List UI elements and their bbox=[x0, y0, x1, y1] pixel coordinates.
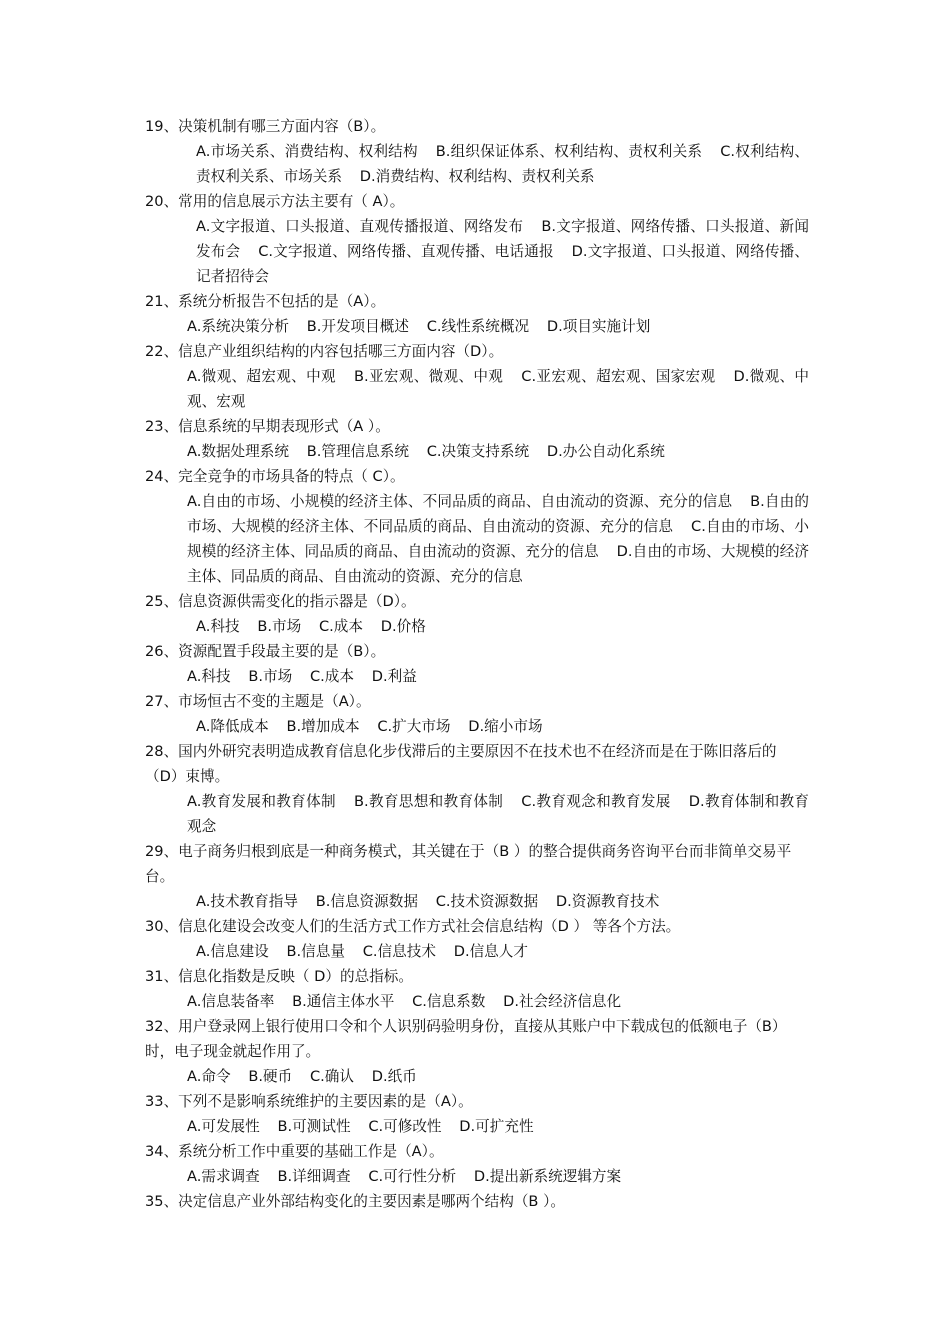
answer-option: D.缩小市场 bbox=[468, 718, 543, 735]
answer-options bbox=[145, 214, 809, 289]
answer-option: B.信息量 bbox=[286, 943, 345, 960]
question-text: 28、国内外研究表明造成教育信息化步伐滞后的主要原因不在技术也不在经济而是在于陈旧落后的（D）束博。 bbox=[145, 743, 777, 785]
answer-option: D.可扩充性 bbox=[459, 1118, 534, 1135]
answer-option: D.社会经济信息化 bbox=[503, 993, 622, 1010]
answer-option: A.可发展性 bbox=[187, 1118, 260, 1135]
answer-option: B.详细调查 bbox=[277, 1168, 351, 1185]
question-35 bbox=[145, 1189, 809, 1214]
question-text: 26、资源配置手段最主要的是（B）。 bbox=[145, 643, 386, 660]
question-30 bbox=[145, 914, 809, 964]
question-text: 29、电子商务归根到底是一种商务模式，其关键在于（B ）的整合提供商务咨询平台而非简单交易平台。 bbox=[145, 843, 792, 885]
question-text: 24、完全竞争的市场具备的特点（ C）。 bbox=[145, 468, 405, 485]
answer-option: C.线性系统概况 bbox=[426, 318, 530, 335]
answer-options bbox=[145, 364, 809, 414]
answer-option: D.价格 bbox=[380, 618, 426, 635]
question-21 bbox=[145, 289, 809, 339]
answer-option: C.文字报道、网络传播、直观传播、电话通报 bbox=[258, 243, 554, 260]
answer-option: D.消费结构、权利结构、责权利关系 bbox=[359, 168, 595, 185]
answer-option: B.自由的市场、大规模的经济主体、不同品质的商品、自由流动的资源、充分的信息 bbox=[187, 493, 810, 535]
answer-option: A.系统决策分析 bbox=[187, 318, 289, 335]
question-22 bbox=[145, 339, 809, 414]
answer-option: C.可行性分析 bbox=[368, 1168, 457, 1185]
question-34 bbox=[145, 1139, 809, 1189]
answer-option: A.市场关系、消费结构、权利结构 bbox=[196, 143, 418, 160]
answer-option: A.科技 bbox=[187, 668, 231, 685]
question-text: 21、系统分析报告不包括的是（A）。 bbox=[145, 293, 386, 310]
answer-option: B.亚宏观、微观、中观 bbox=[354, 368, 504, 385]
answer-options bbox=[145, 714, 809, 739]
answer-options bbox=[145, 789, 809, 839]
answer-option: A.降低成本 bbox=[196, 718, 269, 735]
answer-option: D.自由的市场、大规模的经济主体、同品质的商品、自由流动的资源、充分的信息 bbox=[187, 543, 809, 585]
answer-option: C.技术资源数据 bbox=[435, 893, 539, 910]
answer-option: C.教育观念和教育发展 bbox=[521, 793, 671, 810]
question-text: 35、决定信息产业外部结构变化的主要因素是哪两个结构（B ）。 bbox=[145, 1193, 565, 1210]
answer-options bbox=[145, 1114, 809, 1139]
answer-option: C.扩大市场 bbox=[377, 718, 451, 735]
question-27 bbox=[145, 689, 809, 739]
question-text: 30、信息化建设会改变人们的生活方式工作方式社会信息结构（D ） 等各个方法。 bbox=[145, 918, 681, 935]
answer-option: B.增加成本 bbox=[286, 718, 360, 735]
answer-option: D.教育体制和教育观念 bbox=[187, 793, 810, 835]
question-text: 34、系统分析工作中重要的基础工作是（A）。 bbox=[145, 1143, 444, 1160]
answer-options bbox=[145, 989, 809, 1014]
answer-option: A.信息装备率 bbox=[187, 993, 275, 1010]
answer-options bbox=[145, 439, 809, 464]
answer-option: C.权利结构、责权利关系、市场关系 bbox=[196, 143, 810, 185]
answer-option: D.资源教育技术 bbox=[555, 893, 660, 910]
answer-option: A.文字报道、口头报道、直观传播报道、网络发布 bbox=[196, 218, 524, 235]
answer-option: C.信息技术 bbox=[362, 943, 436, 960]
answer-options bbox=[145, 489, 809, 589]
question-text: 27、市场恒古不变的主题是（A）。 bbox=[145, 693, 371, 710]
answer-option: A.教育发展和教育体制 bbox=[187, 793, 336, 810]
answer-option: C.可修改性 bbox=[368, 1118, 442, 1135]
question-text: 32、用户登录网上银行使用口令和个人识别码验明身份，直接从其账户中下载成包的低额电子（B）时，电子现金就起作用了。 bbox=[145, 1018, 787, 1060]
answer-option: D.纸币 bbox=[371, 1068, 417, 1085]
answer-option: A.需求调查 bbox=[187, 1168, 260, 1185]
answer-option: D.项目实施计划 bbox=[546, 318, 651, 335]
answer-option: C.亚宏观、超宏观、国家宏观 bbox=[521, 368, 716, 385]
question-text: 20、常用的信息展示方法主要有（ A）。 bbox=[145, 193, 405, 210]
question-19 bbox=[145, 114, 809, 189]
answer-option: B.市场 bbox=[248, 668, 293, 685]
question-23 bbox=[145, 414, 809, 464]
answer-option: B.市场 bbox=[257, 618, 302, 635]
answer-option: C.确认 bbox=[309, 1068, 354, 1085]
question-text: 25、信息资源供需变化的指示器是（D）。 bbox=[145, 593, 416, 610]
question-33 bbox=[145, 1089, 809, 1139]
question-text: 31、信息化指数是反映（ D）的总指标。 bbox=[145, 968, 413, 985]
question-20 bbox=[145, 189, 809, 289]
answer-options bbox=[145, 939, 809, 964]
question-24 bbox=[145, 464, 809, 589]
answer-option: B.文字报道、网络传播、口头报道、新闻发布会 bbox=[196, 218, 810, 260]
answer-option: A.科技 bbox=[196, 618, 240, 635]
question-text: 19、决策机制有哪三方面内容（B）。 bbox=[145, 118, 386, 135]
answer-option: A.技术教育指导 bbox=[196, 893, 298, 910]
answer-option: C.决策支持系统 bbox=[426, 443, 530, 460]
answer-option: D.提出新系统逻辑方案 bbox=[473, 1168, 622, 1185]
answer-option: A.自由的市场、小规模的经济主体、不同品质的商品、自由流动的资源、充分的信息 bbox=[187, 493, 733, 510]
question-text: 33、下列不是影响系统维护的主要因素的是（A）。 bbox=[145, 1093, 473, 1110]
answer-options bbox=[145, 1064, 809, 1089]
answer-option: D.信息人才 bbox=[453, 943, 528, 960]
answer-option: C.自由的市场、小规模的经济主体、同品质的商品、自由流动的资源、充分的信息 bbox=[187, 518, 809, 560]
answer-options bbox=[145, 1164, 809, 1189]
question-28 bbox=[145, 739, 809, 839]
answer-options bbox=[145, 664, 809, 689]
answer-option: D.利益 bbox=[371, 668, 417, 685]
answer-option: B.组织保证体系、权利结构、责权利关系 bbox=[435, 143, 703, 160]
answer-option: B.可测试性 bbox=[277, 1118, 351, 1135]
question-32 bbox=[145, 1014, 809, 1089]
answer-option: C.信息系数 bbox=[412, 993, 486, 1010]
answer-option: B.通信主体水平 bbox=[292, 993, 395, 1010]
answer-option: C.成本 bbox=[309, 668, 354, 685]
answer-option: A.信息建设 bbox=[196, 943, 269, 960]
answer-option: A.命令 bbox=[187, 1068, 231, 1085]
answer-option: D.办公自动化系统 bbox=[546, 443, 665, 460]
answer-options bbox=[145, 614, 809, 639]
answer-options bbox=[145, 314, 809, 339]
answer-option: A.数据处理系统 bbox=[187, 443, 289, 460]
document-page bbox=[145, 114, 809, 1214]
answer-option: B.管理信息系统 bbox=[306, 443, 409, 460]
answer-option: B.信息资源数据 bbox=[315, 893, 418, 910]
answer-option: D.微观、中观、宏观 bbox=[187, 368, 810, 410]
question-text: 22、信息产业组织结构的内容包括哪三方面内容（D）。 bbox=[145, 343, 504, 360]
answer-option: A.微观、超宏观、中观 bbox=[187, 368, 336, 385]
answer-option: B.开发项目概述 bbox=[306, 318, 409, 335]
question-25 bbox=[145, 589, 809, 639]
question-text: 23、信息系统的早期表现形式（A ）。 bbox=[145, 418, 390, 435]
answer-options bbox=[145, 139, 809, 189]
question-29 bbox=[145, 839, 809, 914]
answer-option: C.成本 bbox=[318, 618, 363, 635]
answer-option: B.硬币 bbox=[248, 1068, 293, 1085]
answer-option: D.文字报道、口头报道、网络传播、记者招待会 bbox=[196, 243, 809, 285]
question-31 bbox=[145, 964, 809, 1014]
question-26 bbox=[145, 639, 809, 689]
answer-options bbox=[145, 889, 809, 914]
answer-option: B.教育思想和教育体制 bbox=[354, 793, 504, 810]
